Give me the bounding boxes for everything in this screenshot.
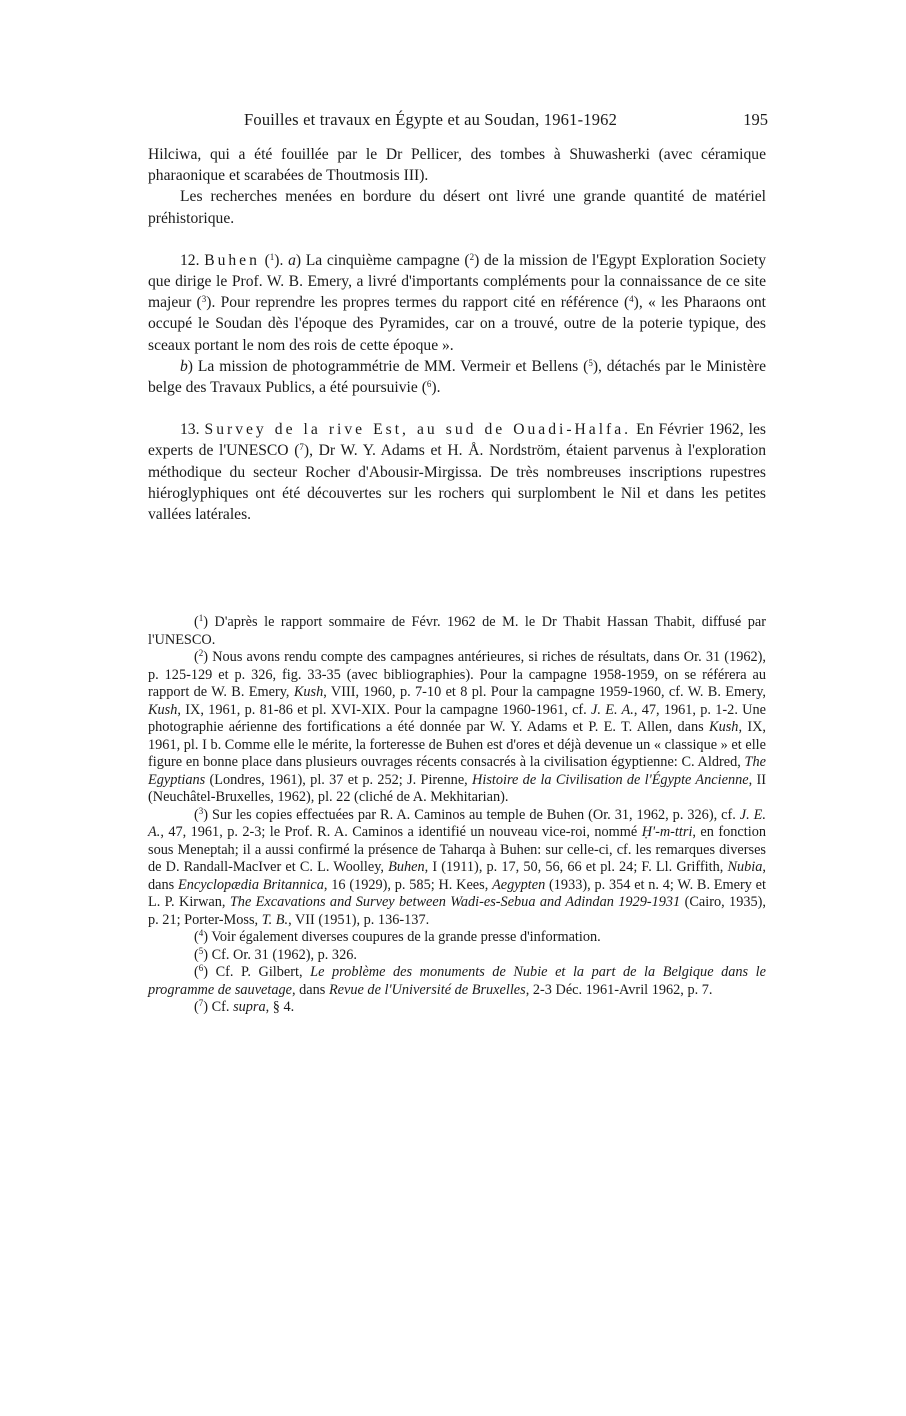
paragraph: Les recherches menées en bordure du désert ont livré une grande quantité de matériel préhistorique.: [148, 188, 766, 227]
footnotes: [148, 614, 766, 1017]
footnote-7: ($^7$) Cf. supra, § 4.: [194, 998, 295, 1015]
section-13: 13. Survey de la rive Est, au sud de Ouadi-Halfa. En Février 1962, les experts de l'UNESCO ($^7$), Dr W. Y. Adams et H. Å. Nordström, étaient parvenus à l'exploration méthodique du secteur Rocher d'Abousir-Mirgissa. De très nombreuses inscriptions rupestres hiéroglyphiques ont été découvertes sur les rochers qui surplombent le Nil et dans les petites vallées latérales.: [148, 421, 766, 524]
section-12: 12. Buhen ($^1$). a) La cinquième campagne ($^2$) de la mission de l'Egypt Exploration Society que dirige le Prof. W. B. Emery, a livré d'importants compléments pour la connaissance de ce site majeur ($^3$). Pour reprendre les propres termes du rapport cité en référence ($^4$), « les Pharaons ont occupé le Soudan dès l'époque des Pyramides, car on a trouvé, outre de la poterie typique, des sceaux portant le nom des rois de cette époque ».: [148, 251, 767, 354]
section-12-b: b) La mission de photogrammétrie de MM. Vermeir et Bellens ($^5$), détachés par le Ministère belge des Travaux Publics, a été poursuivie ($^6$).: [148, 357, 766, 397]
section-number: 12.: [180, 251, 200, 269]
footnote-ref: 7: [299, 442, 304, 453]
main-text: [148, 144, 766, 525]
footnote-ref: 4: [629, 294, 634, 305]
page-number: 195: [743, 110, 768, 129]
footnote-6: ($^6$) Cf. P. Gilbert, Le problème des monuments de Nubie et la part de la Belgique dans le programme de sauvetage, dans Revue de l'Université de Bruxelles, 2-3 Déc. 1961-Avril 1962, p. 7.: [148, 963, 766, 998]
footnote-ref: 3: [201, 294, 207, 305]
footnote-ref: 5: [588, 357, 593, 368]
paragraph: Hilciwa, qui a été fouillée par le Dr Pellicer, des tombes à Shuwasherki (avec céramique pharaonique et scarabées de Thoutmosis III).: [148, 146, 766, 185]
footnote-ref: 6: [426, 379, 432, 390]
section-heading: Buhen: [204, 251, 260, 269]
section-heading: Survey de la rive Est, au sud de Ouadi-Halfa.: [204, 421, 632, 439]
footnote-ref: 2: [469, 251, 475, 262]
footnote-ref: 1: [269, 251, 275, 262]
footnote-2: ($^2$) Nous avons rendu compte des campagnes antérieures, si riches de résultats, dans Or. 31 (1962), p. 125-129 et p. 326, fig. 33-35 (avec bibliographies). Pour la campagne 1958-1959, on se référera au rapport de W. B. Emery, Kush, VIII, 1960, p. 7-10 et 8 pl. Pour la campagne 1959-1960, cf. W. B. Emery, Kush, IX, 1961, p. 81-86 et pl. XVI-XIX. Pour la campagne 1960-1961, cf. J. E. A., 47, 1961, p. 1-2. Une photographie aérienne des fortifications a été donnée par W. Y. Adams et P. E. T. Allen, dans Kush, IX, 1961, pl. I b. Comme elle le mérite, la forteresse de Buhen est d'ores et déjà devenue un « classique » et elle figure en bonne place dans plusieurs ouvrages récents consacrés à la civilisation égyptienne: C. Aldred, The Egyptians (Londres, 1961), pl. 37 et p. 252; J. Pirenne, Histoire de la Civilisation de l'Égypte Ancienne, II (Neuchâtel-Bruxelles, 1962), pl. 22 (cliché de A. Mekhitarian).: [148, 648, 767, 805]
footnote-4: ($^4$) Voir également diverses coupures de la grande presse d'information.: [194, 928, 601, 945]
running-header: [148, 110, 768, 134]
footnote-5: ($^5$) Cf. Or. 31 (1962), p. 326.: [194, 945, 357, 963]
footnote-3: ($^3$) Sur les copies effectuées par R. A. Caminos au temple de Buhen (Or. 31, 1962, p. 326), cf. J. E. A., 47, 1961, p. 2-3; le Prof. R. A. Caminos a identifié un nouveau vice-roi, nommé Ḥ'-m-ttri, en fonction sous Meneptah; il a aussi confirmé la présence de Taharqa à Buhen: sur celle-ci, cf. les remarques diverses de D. Randall-MacIver et C. L. Woolley, Buhen, I (1911), p. 17, 50, 56, 66 et pl. 24; F. Ll. Griffith, Nubia, dans Encyclopædia Britannica, 16 (1929), p. 585; H. Kees, Aegypten (1933), p. 354 et n. 4; W. B. Emery et L. P. Kirwan, The Excavations and Survey between Wadi-es-Sebua and Adindan 1929-1931 (Cairo, 1935), p. 21; Porter-Moss, T. B., VII (1951), p. 136-137.: [148, 805, 767, 928]
running-title: Fouilles et travaux en Égypte et au Soudan, 1961-1962: [244, 110, 618, 129]
footnote-1: ($^1$) D'après le rapport sommaire de Févr. 1962 de M. le Dr Thabit Hassan Thabit, diffusé par l'UNESCO.: [148, 613, 766, 648]
section-number: 13.: [180, 421, 200, 439]
